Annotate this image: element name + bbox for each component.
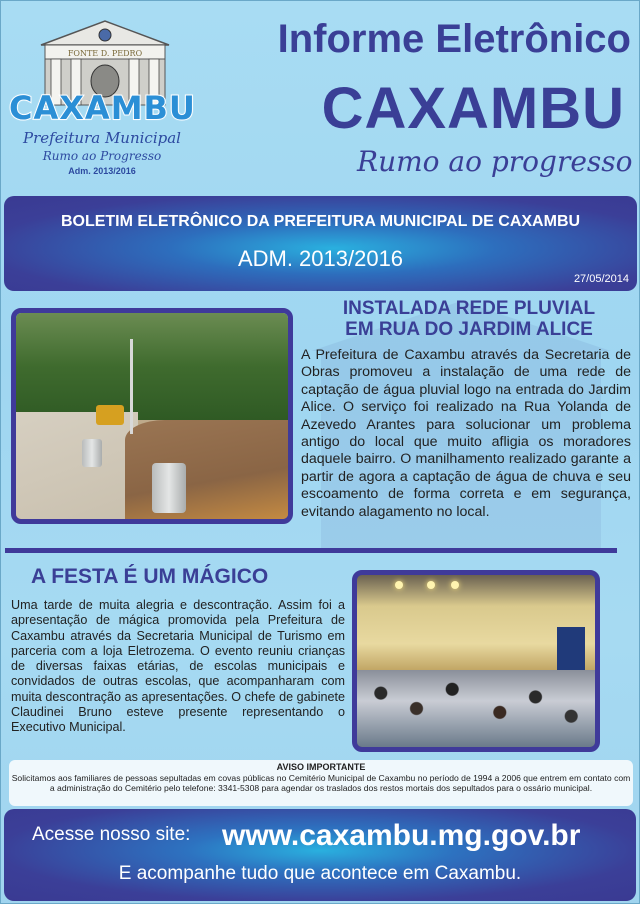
notice-title: AVISO IMPORTANTE bbox=[276, 762, 366, 772]
article-body-drainage: A Prefeitura de Caxambu através da Secretaria de Obras promoveu a instalação de uma rede de captação de água pluvial logo na entrada do Jardim Alice. O serviço foi realizado na Rua Yolanda de Azevedo Arantes para solucionar um problema antigo do local que muito afligia os moradores daquele bairro. O manilhamento realizado garante a partir de agora a captação de água de chuva e seu escoamento de forma correta e em segurança, evitando alagamento no local. bbox=[301, 347, 631, 520]
logo-name: CAXAMBU bbox=[9, 89, 196, 127]
bulletin-banner bbox=[4, 196, 637, 291]
bulletin-date: 27/05/2014 bbox=[573, 273, 629, 285]
website-link[interactable]: www.caxambu.mg.gov.br bbox=[222, 819, 581, 852]
logo-slogan: Rumo ao Progresso bbox=[42, 149, 162, 163]
logo-administration: Adm. 2013/2016 bbox=[68, 166, 136, 176]
notice-body: Solicitamos aos familiares de pessoas sepultadas em covas públicas no Cemitério Municipal de Caxambu no período de 1994 a 2006 que entrem em contato com a administração do Cemitério pelo telefone: 3341-5308 para agendar os traslados dos restos mortais dos sepultados para o ossário municipal. bbox=[11, 772, 631, 794]
svg-text:FONTE D. PEDRO: FONTE D. PEDRO bbox=[67, 49, 143, 58]
magic-show-photo bbox=[352, 570, 600, 752]
footer-subtitle: E acompanhe tudo que acontece em Caxambu. bbox=[118, 863, 522, 884]
footer-site-label: Acesse nosso site: bbox=[32, 824, 191, 845]
article-title-magic: A FESTA É UM MÁGICO bbox=[31, 565, 269, 588]
article-title-line: EM RUA DO JARDIM ALICE bbox=[345, 319, 593, 340]
banner-administration: ADM. 2013/2016 bbox=[237, 246, 404, 271]
section-divider bbox=[5, 548, 617, 553]
tagline: Rumo ao progresso bbox=[357, 145, 633, 178]
rain-drainage-photo bbox=[11, 308, 293, 524]
page-title-city: CAXAMBU bbox=[321, 76, 625, 141]
footer-banner bbox=[4, 809, 636, 901]
page-title: Informe Eletrônico bbox=[277, 17, 631, 61]
caxambu-logo bbox=[9, 7, 195, 183]
article-title-line: INSTALADA REDE PLUVIAL bbox=[342, 298, 596, 319]
banner-heading: BOLETIM ELETRÔNICO DA PREFEITURA MUNICIPAL DE CAXAMBU bbox=[60, 213, 581, 230]
important-notice bbox=[9, 760, 633, 806]
article-title-drainage bbox=[301, 298, 637, 340]
logo-subtitle: Prefeitura Municipal bbox=[23, 129, 181, 147]
article-body-magic: Uma tarde de muita alegria e descontração. Assim foi a apresentação de mágica promovida pela Prefeitura de Caxambu através da Secretaria Municipal de Turismo em parceria com a loja Eletrozema. O evento reuniu crianças de diversas faixas etárias, de escolas municipais e convidados de outras escolas, que acompanharam com muita descontração as apresentações. O chefe de gabinete Claudinei Bruno esteve presente representando o Executivo Municipal. bbox=[11, 598, 345, 735]
